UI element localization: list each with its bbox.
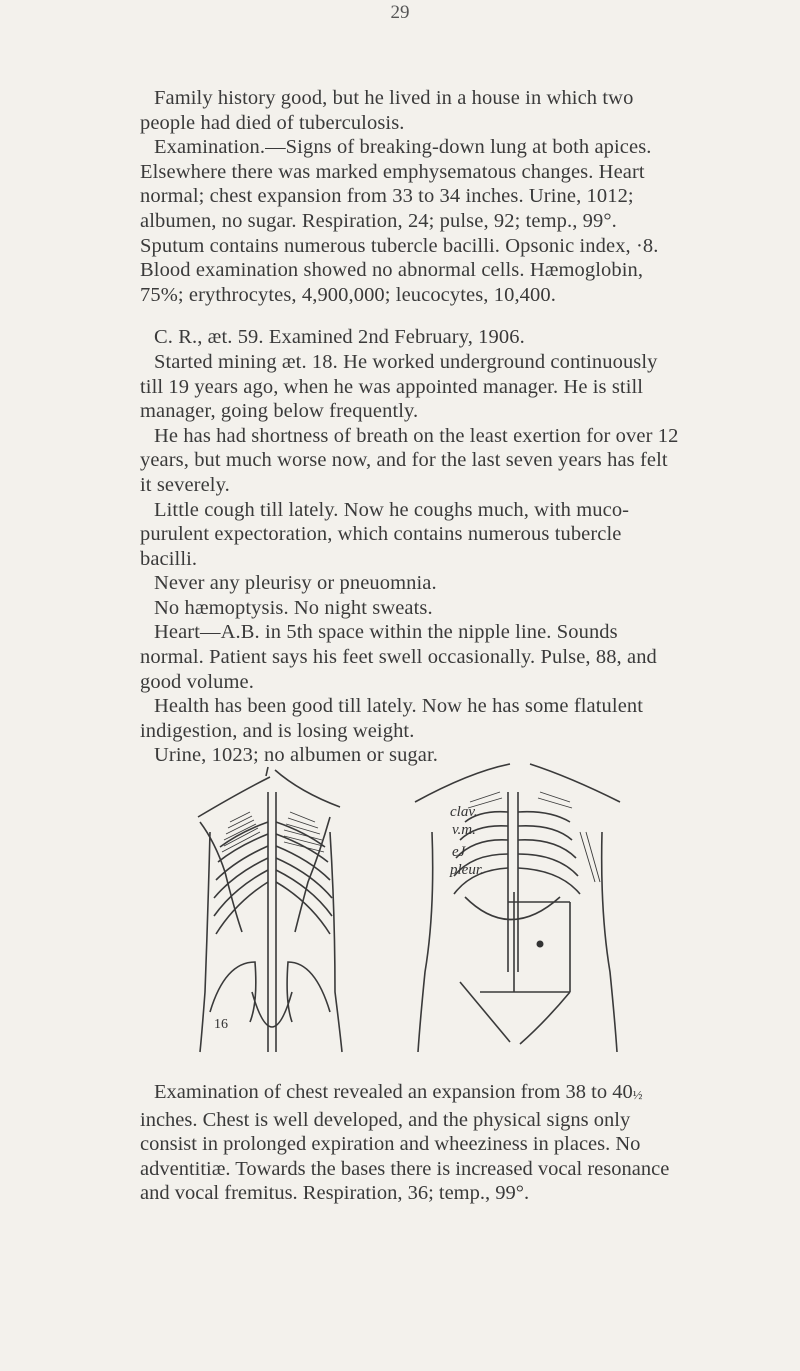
exam-paragraph	[140, 1080, 680, 1206]
chest-diagrams	[160, 762, 720, 1062]
exam-fraction: ½	[632, 1087, 643, 1102]
annotation-clav: clav.	[450, 804, 478, 820]
pleurisy-note: Never any pleurisy or pneuomnia.	[154, 572, 437, 595]
case-header: C. R., æt. 59. Examined 2nd February, 1906.	[154, 326, 525, 349]
back-view-diagram	[180, 762, 365, 1062]
urine-note: Urine, 1023; no albumen or sugar.	[154, 744, 438, 767]
annotation-pleur: pleur.	[450, 862, 484, 878]
exam-text-after: inches. Chest is well developed, and the physical signs only consist in prolonged expiration and wheeziness in places. No adventitiæ. Towards the bases there is increased vocal resonance and vocal fremitus. Respiration, 36; temp., 99°.	[140, 1108, 670, 1205]
annotation-vm: v.m.	[452, 822, 476, 838]
exam-text-before: Examination of chest revealed an expansion from 38 to 40	[154, 1081, 633, 1103]
family-history: Family history good, but he lived in a house in which two people had died of tuberculosis.	[140, 87, 634, 134]
health-note: Health has been good till lately. Now he has some flatulent indigestion, and is losing weight.	[140, 695, 644, 742]
breath-history: He has had shortness of breath on the least exertion for over 12 years, but much worse now, and for the last seven years has felt it severely.	[140, 424, 679, 496]
heart-findings: Heart—A.B. in 5th space within the nipple line. Sounds normal. Patient says his feet swell occasionally. Pulse, 88, and good volume.	[140, 621, 657, 693]
back-figure-number: 16	[214, 1017, 228, 1032]
body-text	[140, 86, 680, 768]
page-number: 29	[390, 2, 410, 23]
cough-history: Little cough till lately. Now he coughs much, with muco-purulent expectoration, which contains numerous tubercle bacilli.	[140, 498, 630, 570]
annotation-ej: eJ	[452, 844, 466, 860]
mining-history: Started mining æt. 18. He worked underground continuously till 19 years ago, when he was appointed manager. He is still manager, going below frequently.	[140, 350, 658, 423]
examination-findings: Examination.—Signs of breaking-down lung at both apices. Elsewhere there was marked emphysematous changes. Heart normal; chest expansion from 33 to 34 inches. Urine, 1012; albumen, no sugar. Respiration, 24; pulse, 92; temp., 99°. Sputum contains numerous tubercle bacilli. Opsonic index, ·8. Blood examination showed no abnormal cells. Hæmoglobin, 75%; erythrocytes, 4,900,000; leucocytes, 10,400.	[140, 136, 659, 306]
haemoptysis-note: No hæmoptysis. No night sweats.	[154, 596, 433, 619]
front-view-diagram	[410, 762, 640, 1062]
